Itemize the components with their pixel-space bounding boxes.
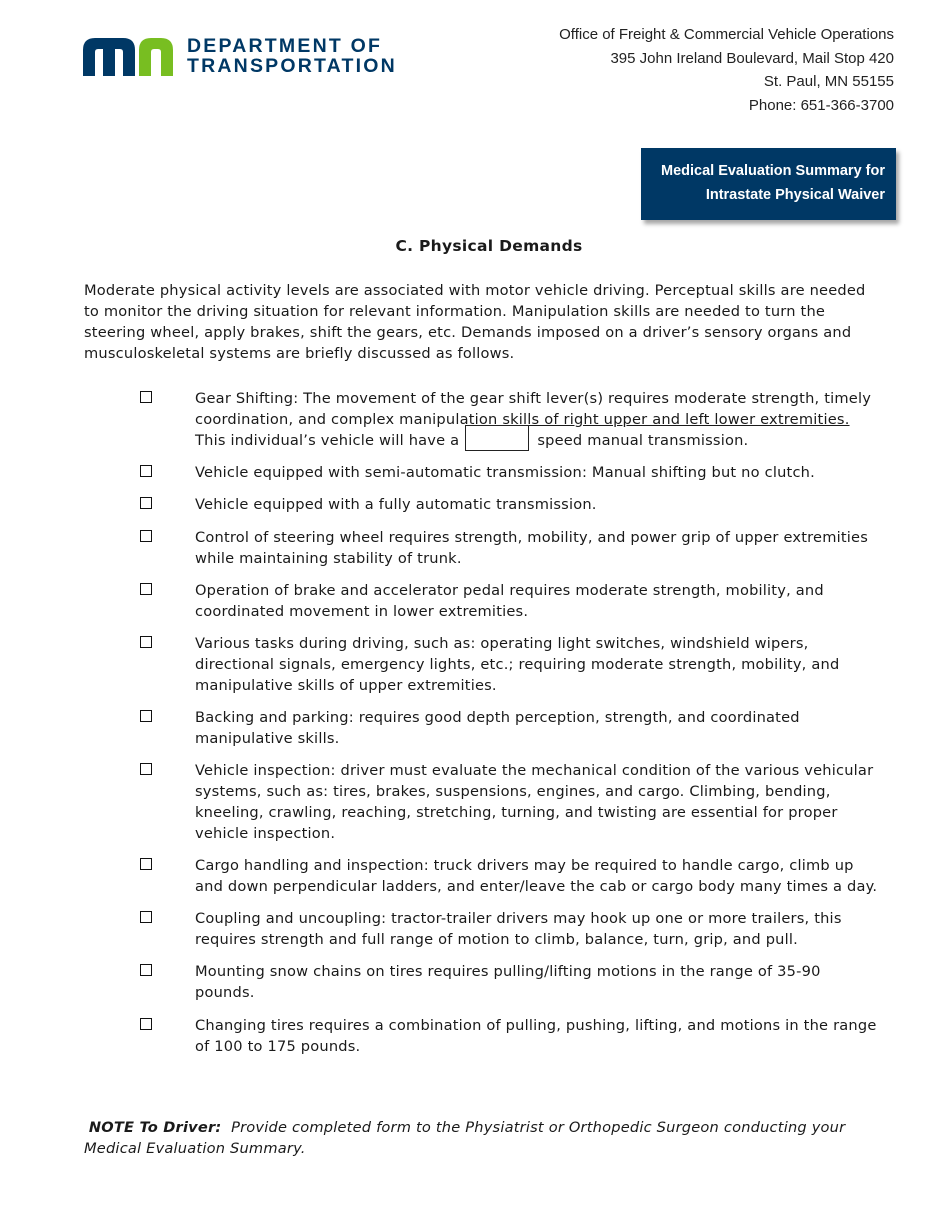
note-label: NOTE To Driver: [88, 1119, 222, 1136]
section-intro: Moderate physical activity levels are associated with motor vehicle driving. Perceptual skills are needed to monitor the driving situation for relevant information. Manipulation skills are needed to turn the steering wheel, apply brakes, shift the gears, etc. Demands imposed on a driver’s sensory organs and musculoskeletal systems are briefly discussed as follows. [84, 282, 866, 362]
logo-line-1: DEPARTMENT OF [187, 35, 383, 57]
checklist-item [0, 580, 950, 622]
checklist-item [0, 707, 950, 749]
checkbox[interactable] [140, 911, 152, 923]
checklist-item-text: Cargo handling and inspection: truck drivers may be required to handle cargo, climb up and down perpendicular ladders, and enter/leave the cab or cargo body many times a day. [195, 857, 878, 895]
checklist-item-text: Coupling and uncoupling: tractor-trailer drivers may hook up one or more trailers, this requires strength and full range of motion to climb, balance, turn, grip, and pull. [195, 910, 842, 948]
checkbox[interactable] [140, 763, 152, 775]
checklist-item [0, 760, 950, 844]
checklist-item [0, 494, 950, 515]
office-street: 395 John Ireland Boulevard, Mail Stop 420 [610, 49, 894, 67]
checklist-item [0, 1015, 950, 1057]
checkbox[interactable] [140, 583, 152, 595]
gear-text-part-1: Gear Shifting: The movement of the gear shift lever(s) requires moderate strength, timely coordination, and complex manipulation [195, 390, 872, 428]
form-title-line-1: Medical Evaluation Summary for [660, 163, 885, 179]
checklist-item-text: Vehicle equipped with semi-automatic transmission: Manual shifting but no clutch. [195, 464, 815, 481]
office-name: Office of Freight & Commercial Vehicle Operations [559, 26, 894, 43]
checklist-item-text: Mounting snow chains on tires requires pulling/lifting motions in the range of 35-90 pounds. [195, 963, 821, 1001]
checklist-item-gear-shifting [0, 388, 950, 451]
note-text: Provide completed form to the Physiatrist or Orthopedic Surgeon conducting your Medical Evaluation Summary. [84, 1119, 846, 1157]
logo-line-2: TRANSPORTATION [187, 55, 397, 77]
checkbox[interactable] [140, 465, 152, 477]
checklist-item-text: Various tasks during driving, such as: operating light switches, windshield wipers, directional signals, emergency lights, etc.; requiring moderate strength, mobility, and manipulative skills of upper extremities. [195, 635, 840, 694]
logo-wordmark [187, 36, 397, 76]
transmission-speed-field[interactable] [465, 425, 529, 451]
checklist-item [0, 961, 950, 1003]
checkbox[interactable] [140, 497, 152, 509]
driver-note [84, 1117, 874, 1159]
checkbox[interactable] [140, 710, 152, 722]
office-phone: Phone: 651-366-3700 [748, 96, 894, 114]
section-heading: C. Physical Demands [395, 237, 583, 255]
checklist-item-text: Vehicle inspection: driver must evaluate the mechanical condition of the various vehicular systems, such as: tires, brakes, suspensions, engines, and cargo. Climbing, bending, kneeling, crawling, reaching, stretching, turning, and twisting are essential for proper vehicle inspection. [195, 762, 874, 842]
mndot-logo [83, 36, 423, 78]
checklist-item-text: Operation of brake and accelerator pedal requires moderate strength, mobility, and coordinated movement in lower extremities. [195, 582, 824, 620]
checklist-item [0, 462, 950, 483]
checklist-item [0, 855, 950, 897]
checklist-item-text [195, 388, 880, 451]
form-title-box [641, 148, 896, 220]
checklist-item-text: Backing and parking: requires good depth perception, strength, and coordinated manipulative skills. [195, 709, 800, 747]
gear-text-part-3: speed manual transmission. [537, 432, 749, 449]
checkbox-gear-shifting[interactable] [140, 391, 152, 403]
form-title-line-2: Intrastate Physical Waiver [705, 187, 885, 203]
checklist-item [0, 633, 950, 696]
checkbox[interactable] [140, 636, 152, 648]
checklist-item [0, 908, 950, 950]
physical-demands-checklist [0, 388, 950, 1057]
checkbox[interactable] [140, 1018, 152, 1030]
checkbox[interactable] [140, 964, 152, 976]
office-address [559, 23, 894, 117]
checkbox[interactable] [140, 858, 152, 870]
office-city: St. Paul, MN 55155 [763, 73, 894, 90]
gear-text-part-2: This individual’s vehicle will have a [195, 432, 460, 449]
checklist-item-text: Control of steering wheel requires strength, mobility, and power grip of upper extremities while maintaining stability of trunk. [195, 529, 869, 567]
mn-logo-mark-icon [83, 36, 175, 76]
gear-text-underlined: skills of right upper and left lower extremities. [502, 411, 850, 428]
checklist-item-text: Changing tires requires a combination of pulling, pushing, lifting, and motions in the range of 100 to 175 pounds. [195, 1017, 877, 1055]
checklist-item [0, 527, 950, 569]
checklist-item-text: Vehicle equipped with a fully automatic transmission. [195, 496, 597, 513]
checkbox[interactable] [140, 530, 152, 542]
